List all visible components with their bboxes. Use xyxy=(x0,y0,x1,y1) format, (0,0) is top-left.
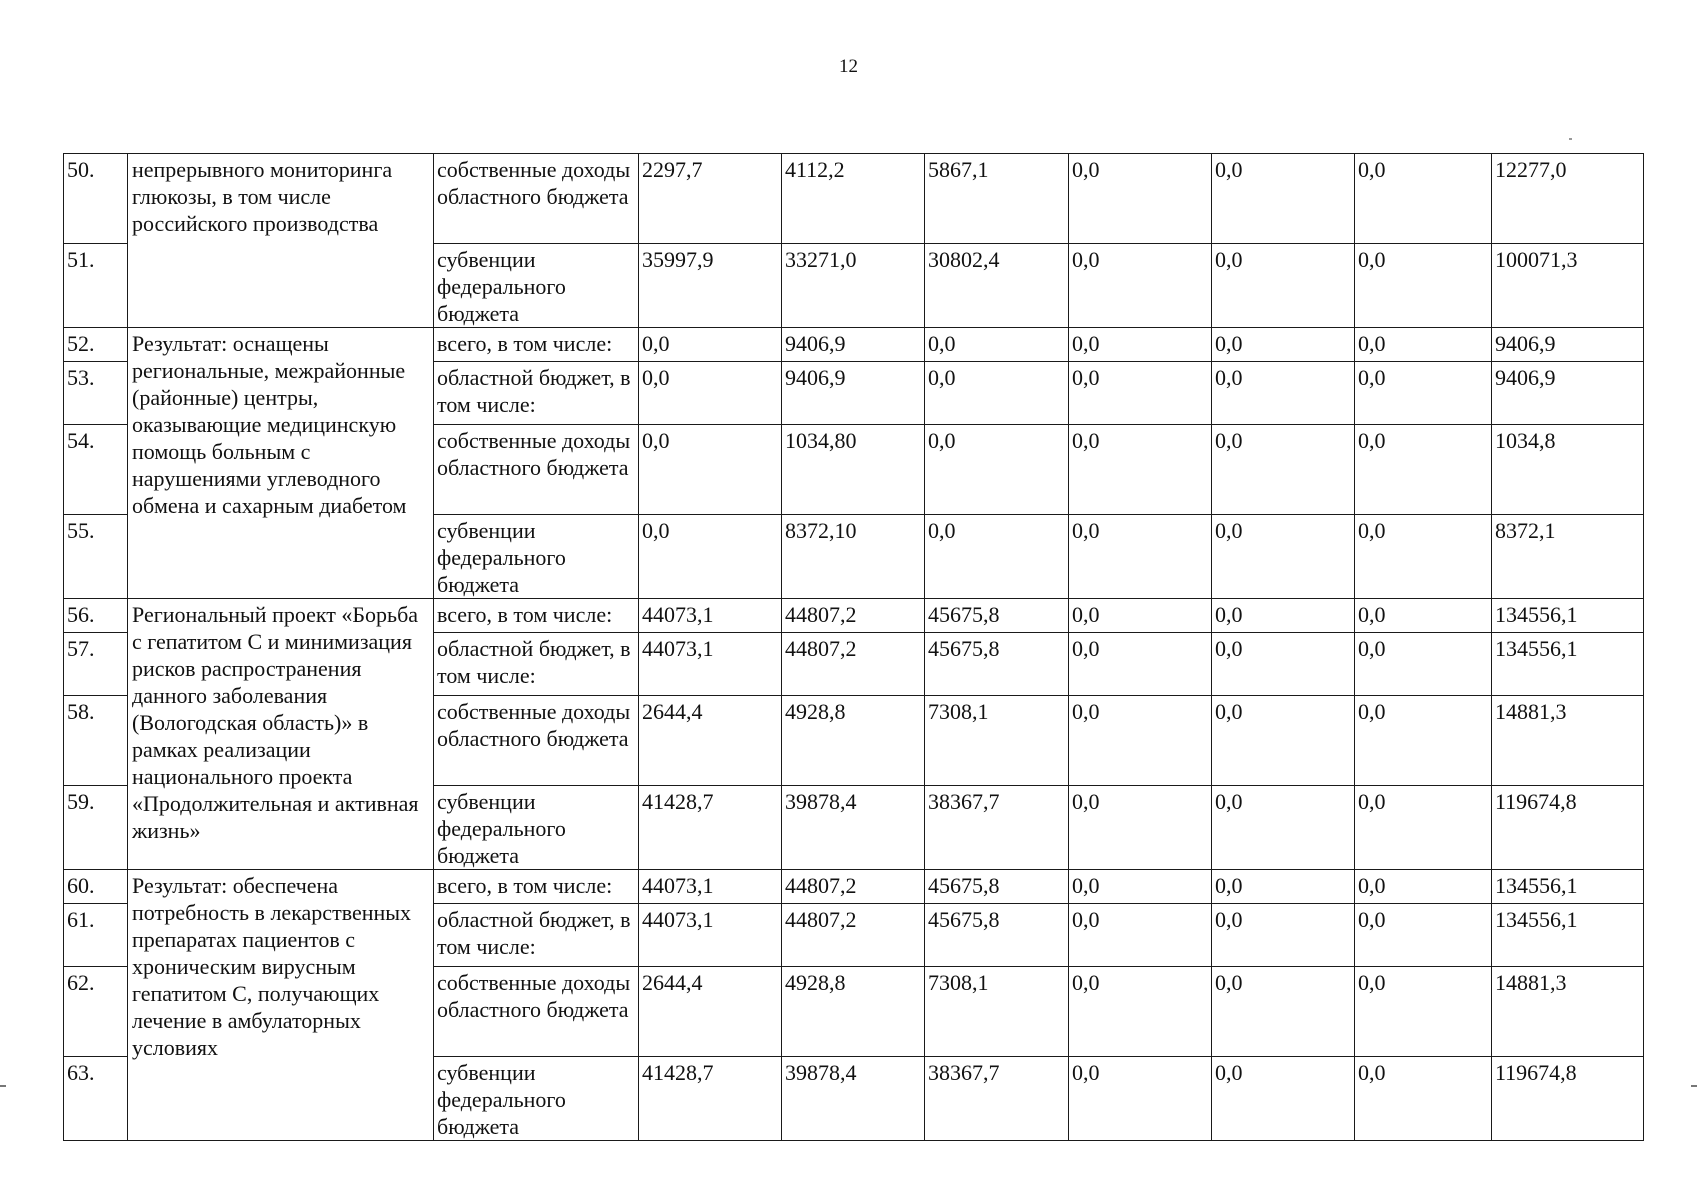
row-number: 50. xyxy=(64,154,128,244)
amount-cell: 45675,8 xyxy=(925,904,1069,967)
amount-cell: 0,0 xyxy=(925,515,1069,599)
row-number: 55. xyxy=(64,515,128,599)
funding-source: субвенции федерального бюджета xyxy=(434,244,639,328)
amount-cell: 0,0 xyxy=(1355,515,1492,599)
amount-cell: 44073,1 xyxy=(639,633,782,696)
funding-source: собственные доходы областного бюджета xyxy=(434,967,639,1057)
amount-cell: 0,0 xyxy=(1355,154,1492,244)
row-number: 57. xyxy=(64,633,128,696)
total-amount: 1034,8 xyxy=(1492,425,1644,515)
amount-cell: 0,0 xyxy=(639,362,782,425)
amount-cell: 0,0 xyxy=(1355,696,1492,786)
total-amount: 8372,1 xyxy=(1492,515,1644,599)
amount-cell: 39878,4 xyxy=(782,1057,925,1141)
amount-cell: 0,0 xyxy=(1355,599,1492,633)
amount-cell: 2644,4 xyxy=(639,696,782,786)
amount-cell: 7308,1 xyxy=(925,967,1069,1057)
row-number: 53. xyxy=(64,362,128,425)
table-body xyxy=(64,154,1644,1141)
amount-cell: 0,0 xyxy=(1212,425,1355,515)
funding-source: всего, в том числе: xyxy=(434,870,639,904)
funding-source: областной бюджет, в том числе: xyxy=(434,362,639,425)
amount-cell: 0,0 xyxy=(1355,786,1492,870)
amount-cell: 41428,7 xyxy=(639,786,782,870)
amount-cell: 35997,9 xyxy=(639,244,782,328)
row-number: 60. xyxy=(64,870,128,904)
amount-cell: 0,0 xyxy=(1355,967,1492,1057)
amount-cell: 0,0 xyxy=(1355,328,1492,362)
item-description: Результат: обеспечена потребность в лекарственных препаратах пациентов с хроническим вирусным гепатитом С, получающих лечение в амбулаторных условиях xyxy=(128,870,434,1141)
amount-cell: 0,0 xyxy=(1355,904,1492,967)
table-row xyxy=(64,870,1644,904)
amount-cell: 0,0 xyxy=(1069,328,1212,362)
amount-cell: 4928,8 xyxy=(782,967,925,1057)
amount-cell: 44807,2 xyxy=(782,870,925,904)
item-description: Результат: оснащены региональные, межрайонные (районные) центры, оказывающие медицинскую помощь больным с нарушениями углеводного обмена и сахарным диабетом xyxy=(128,328,434,599)
total-amount: 100071,3 xyxy=(1492,244,1644,328)
amount-cell: 8372,10 xyxy=(782,515,925,599)
scan-edge-mark-left xyxy=(0,1085,6,1087)
table-row xyxy=(64,599,1644,633)
amount-cell: 0,0 xyxy=(1355,362,1492,425)
amount-cell: 0,0 xyxy=(1069,599,1212,633)
funding-source: всего, в том числе: xyxy=(434,328,639,362)
amount-cell: 0,0 xyxy=(1069,786,1212,870)
amount-cell: 1034,80 xyxy=(782,425,925,515)
amount-cell: 2644,4 xyxy=(639,967,782,1057)
amount-cell: 0,0 xyxy=(925,425,1069,515)
total-amount: 14881,3 xyxy=(1492,967,1644,1057)
total-amount: 134556,1 xyxy=(1492,633,1644,696)
amount-cell: 0,0 xyxy=(1212,515,1355,599)
amount-cell: 45675,8 xyxy=(925,870,1069,904)
amount-cell: 0,0 xyxy=(1355,633,1492,696)
amount-cell: 2297,7 xyxy=(639,154,782,244)
page-number: 12 xyxy=(839,56,858,77)
amount-cell: 5867,1 xyxy=(925,154,1069,244)
amount-cell: 9406,9 xyxy=(782,362,925,425)
item-description: Региональный проект «Борьба с гепатитом С и минимизация рисков распространения данного заболевания (Вологодская область)» в рамках реализации национального проекта «Продолжительная и активная жизнь» xyxy=(128,599,434,870)
row-number: 59. xyxy=(64,786,128,870)
amount-cell: 44073,1 xyxy=(639,599,782,633)
row-number: 58. xyxy=(64,696,128,786)
amount-cell: 45675,8 xyxy=(925,633,1069,696)
row-number: 56. xyxy=(64,599,128,633)
amount-cell: 0,0 xyxy=(1212,967,1355,1057)
amount-cell: 4928,8 xyxy=(782,696,925,786)
amount-cell: 0,0 xyxy=(1355,1057,1492,1141)
row-number: 51. xyxy=(64,244,128,328)
amount-cell: 4112,2 xyxy=(782,154,925,244)
amount-cell: 0,0 xyxy=(1069,696,1212,786)
amount-cell: 0,0 xyxy=(925,362,1069,425)
amount-cell: 0,0 xyxy=(1212,244,1355,328)
total-amount: 9406,9 xyxy=(1492,362,1644,425)
scan-edge-mark-right xyxy=(1691,1085,1697,1087)
row-number: 54. xyxy=(64,425,128,515)
amount-cell: 0,0 xyxy=(1212,154,1355,244)
amount-cell: 44073,1 xyxy=(639,904,782,967)
row-number: 63. xyxy=(64,1057,128,1141)
amount-cell: 0,0 xyxy=(1212,599,1355,633)
amount-cell: 0,0 xyxy=(1069,154,1212,244)
amount-cell: 9406,9 xyxy=(782,328,925,362)
amount-cell: 30802,4 xyxy=(925,244,1069,328)
funding-source: собственные доходы областного бюджета xyxy=(434,425,639,515)
funding-source: областной бюджет, в том числе: xyxy=(434,904,639,967)
row-number: 62. xyxy=(64,967,128,1057)
budget-table xyxy=(63,153,1644,1141)
total-amount: 119674,8 xyxy=(1492,786,1644,870)
row-number: 52. xyxy=(64,328,128,362)
amount-cell: 0,0 xyxy=(1212,786,1355,870)
total-amount: 12277,0 xyxy=(1492,154,1644,244)
total-amount: 14881,3 xyxy=(1492,696,1644,786)
total-amount: 9406,9 xyxy=(1492,328,1644,362)
total-amount: 119674,8 xyxy=(1492,1057,1644,1141)
funding-source: областной бюджет, в том числе: xyxy=(434,633,639,696)
amount-cell: 0,0 xyxy=(1069,425,1212,515)
amount-cell: 33271,0 xyxy=(782,244,925,328)
amount-cell: 38367,7 xyxy=(925,786,1069,870)
amount-cell: 0,0 xyxy=(1212,696,1355,786)
amount-cell: 0,0 xyxy=(1069,362,1212,425)
amount-cell: 45675,8 xyxy=(925,599,1069,633)
amount-cell: 0,0 xyxy=(1069,1057,1212,1141)
amount-cell: 0,0 xyxy=(1069,515,1212,599)
amount-cell: 0,0 xyxy=(1069,244,1212,328)
amount-cell: 44073,1 xyxy=(639,870,782,904)
amount-cell: 0,0 xyxy=(639,425,782,515)
amount-cell: 44807,2 xyxy=(782,904,925,967)
amount-cell: 0,0 xyxy=(1212,328,1355,362)
amount-cell: 0,0 xyxy=(1069,904,1212,967)
total-amount: 134556,1 xyxy=(1492,599,1644,633)
amount-cell: 0,0 xyxy=(1212,870,1355,904)
funding-source: всего, в том числе: xyxy=(434,599,639,633)
total-amount: 134556,1 xyxy=(1492,870,1644,904)
funding-source: субвенции федерального бюджета xyxy=(434,515,639,599)
amount-cell: 0,0 xyxy=(1212,904,1355,967)
table-row xyxy=(64,154,1644,244)
amount-cell: 0,0 xyxy=(639,328,782,362)
amount-cell: 0,0 xyxy=(925,328,1069,362)
funding-source: собственные доходы областного бюджета xyxy=(434,696,639,786)
funding-source: субвенции федерального бюджета xyxy=(434,1057,639,1141)
amount-cell: 0,0 xyxy=(1212,633,1355,696)
amount-cell: 0,0 xyxy=(1355,870,1492,904)
funding-source: субвенции федерального бюджета xyxy=(434,786,639,870)
total-amount: 134556,1 xyxy=(1492,904,1644,967)
funding-source: собственные доходы областного бюджета xyxy=(434,154,639,244)
amount-cell: 0,0 xyxy=(1069,967,1212,1057)
scan-mark xyxy=(1569,138,1572,140)
amount-cell: 44807,2 xyxy=(782,633,925,696)
amount-cell: 39878,4 xyxy=(782,786,925,870)
amount-cell: 0,0 xyxy=(1355,244,1492,328)
amount-cell: 41428,7 xyxy=(639,1057,782,1141)
amount-cell: 44807,2 xyxy=(782,599,925,633)
amount-cell: 7308,1 xyxy=(925,696,1069,786)
amount-cell: 0,0 xyxy=(1212,362,1355,425)
amount-cell: 0,0 xyxy=(1069,633,1212,696)
amount-cell: 38367,7 xyxy=(925,1057,1069,1141)
row-number: 61. xyxy=(64,904,128,967)
item-description: непрерывного мониторинга глюкозы, в том числе российского производства xyxy=(128,154,434,328)
amount-cell: 0,0 xyxy=(1069,870,1212,904)
table-row xyxy=(64,328,1644,362)
amount-cell: 0,0 xyxy=(639,515,782,599)
amount-cell: 0,0 xyxy=(1355,425,1492,515)
amount-cell: 0,0 xyxy=(1212,1057,1355,1141)
